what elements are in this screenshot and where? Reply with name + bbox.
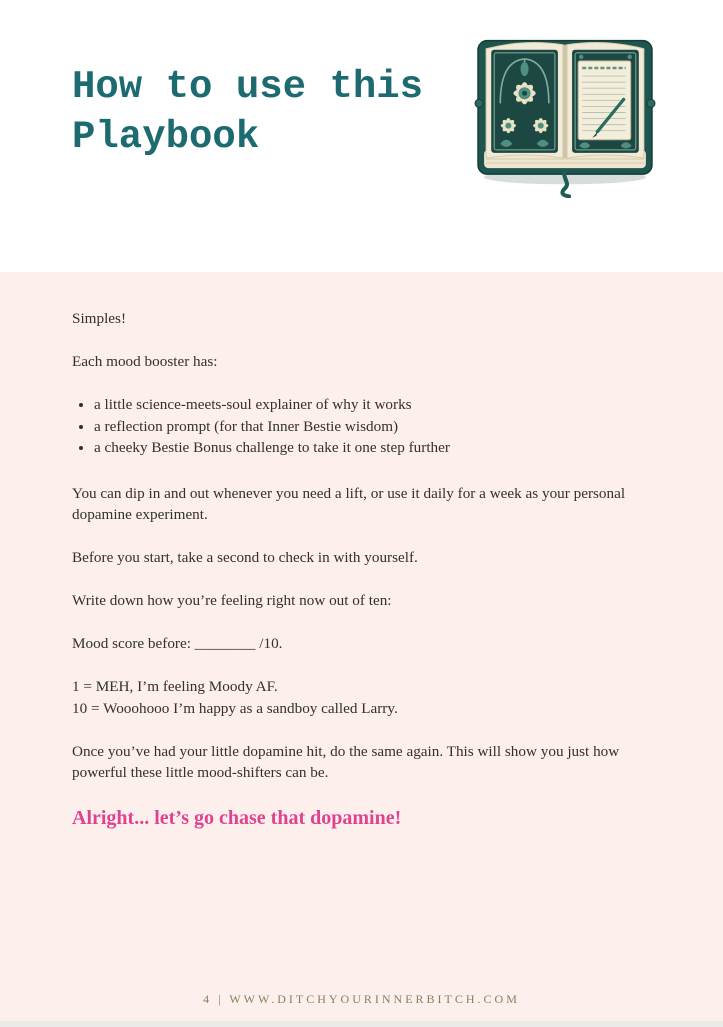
paragraph-simples: Simples! — [72, 310, 127, 327]
content-section — [0, 272, 723, 1027]
paragraph-dip-in-out: You can dip in and out whenever you need a lift, or use it daily for a week as your personal dopamine experiment. — [72, 484, 626, 523]
list-item: • a reflection prompt (for that Inner Bestie wisdom) — [94, 416, 651, 438]
page-title-line1: How to use this — [72, 65, 424, 109]
page-bottom-edge — [0, 1021, 723, 1027]
footer-website: WWW.DITCHYOURINNERBITCH.COM — [229, 992, 520, 1006]
paragraph-write-down: Write down how you’re feeling right now out of ten: — [72, 592, 392, 609]
footer — [0, 992, 723, 1007]
header — [0, 0, 723, 272]
list-item: • a little science-meets-soul explainer of why it works — [94, 394, 651, 416]
paragraph-booster-intro: Each mood booster has: — [72, 353, 218, 370]
paragraph-before-start: Before you start, take a second to check in with yourself. — [72, 549, 418, 566]
footer-separator: | — [218, 992, 224, 1006]
mood-scale-legend — [72, 676, 651, 719]
booster-feature-list — [72, 394, 651, 459]
page-title-line2: Playbook — [72, 115, 260, 159]
paragraph-once-dopamine-hit: Once you’ve had your little dopamine hit, do the same again. This will show you just how powerful these little mood-shifters can be. — [72, 742, 620, 781]
paragraph-mood-score-blank: Mood score before: ________ /10. — [72, 635, 283, 652]
page-number: 4 — [203, 992, 213, 1006]
closing-heading: Alright... let’s go chase that dopamine! — [72, 807, 402, 829]
page-title — [72, 62, 423, 162]
scale-line-1: 1 = MEH, I’m feeling Moody AF. — [72, 678, 278, 695]
scale-line-10: 10 = Wooohooo I’m happy as a sandboy called Larry. — [72, 699, 398, 717]
ornate-journal-book-illustration — [474, 30, 656, 198]
list-item: • a cheeky Bestie Bonus challenge to take it one step further — [94, 437, 651, 459]
